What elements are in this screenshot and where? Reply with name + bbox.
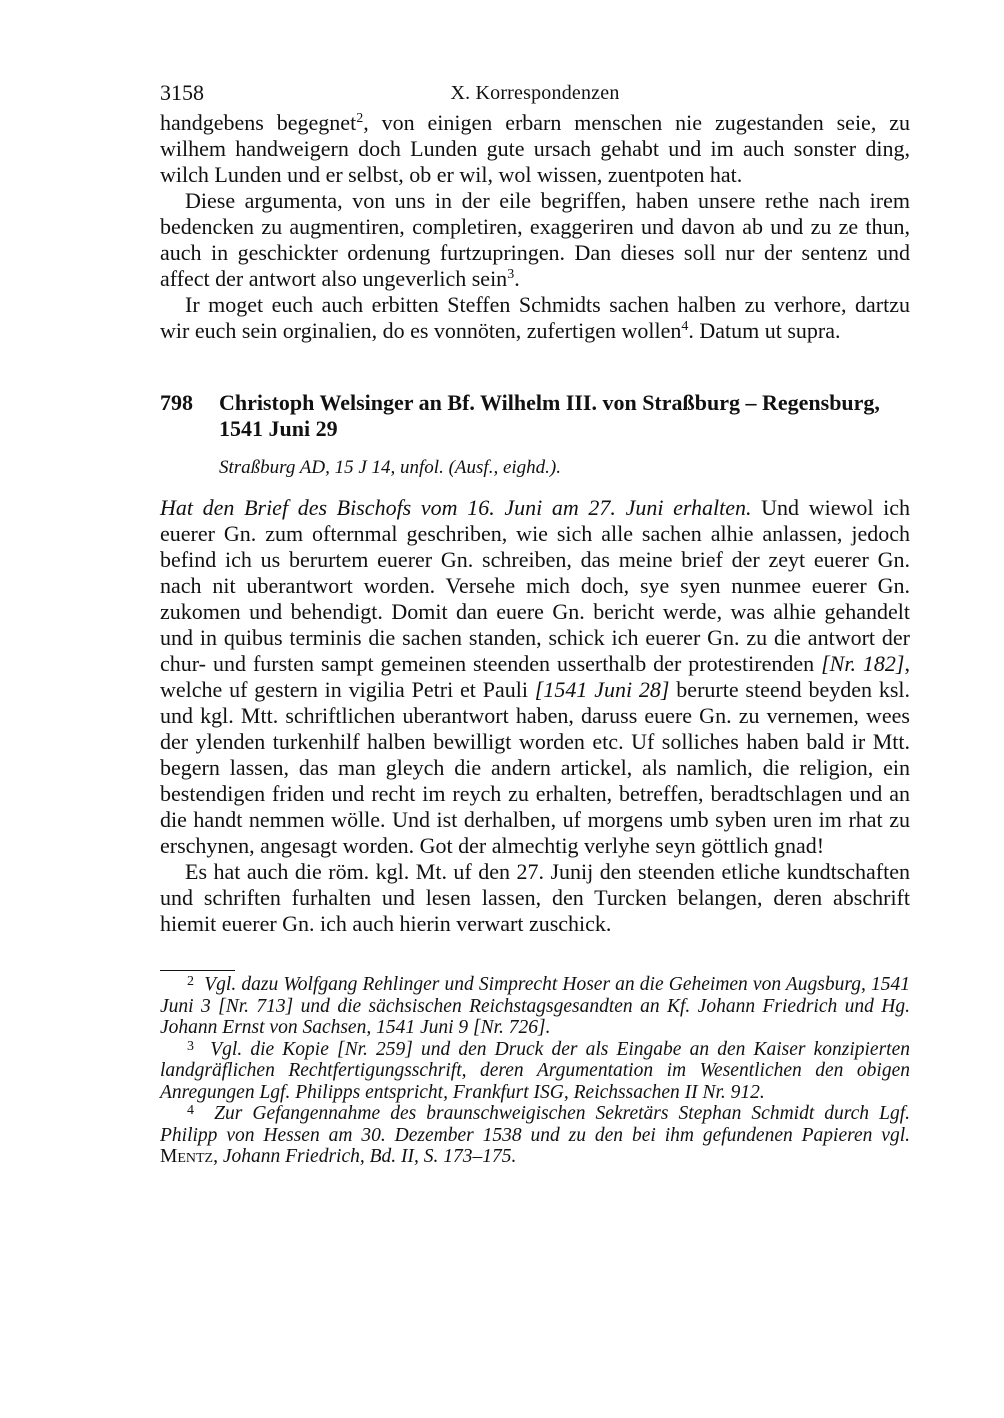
running-header <box>160 78 910 108</box>
paragraph-text: Diese argumenta, von uns in der eile begriffen, haben unsere rethe nach irem bedencken zu augmentiren, completiren, exaggeriren und davon ab und zu ze thun, auch in geschickter ordenung furtzupringen. Dan dieses soll nur der sentenz und affect der antwort also ungeverlich sein <box>160 188 910 291</box>
footnote-divider <box>160 970 235 971</box>
paragraph-text: Und wiewol ich euerer Gn. zum ofternmal geschriben, wie sich alle sachen alhie anlassen, jedoch befind ich us berurtem euerer Gn. schreiben, das meine brief der zeyt euerer Gn. nach nit uberantwort worden. Versehe mich doch, sye syen nunmee euerer Gn. zukomen und behendigt. Domit dan euere Gn. bericht werde, was alhie gehandelt und in quibus terminis die sachen standen, schick ich euerer Gn. zu die antwort der chur- und fursten sampt gemeinen steenden usserthalb der protestirenden <box>160 495 911 676</box>
footnote-text: Vgl. dazu Wolfgang Rehlinger und Simprecht Hoser an die Geheimen von Augsburg, 1541 Juni 3 [Nr. 713] und die sächsischen Reichstagsgesandten an Kf. Johann Friedrich und Hg. Johann Ernst von Sachsen, 1541 Juni 9 [Nr. 726]. <box>160 974 910 1038</box>
document-heading <box>160 390 910 442</box>
paragraph <box>160 110 910 188</box>
footnote-author: Mentz <box>160 1146 214 1167</box>
paragraph-text: Ir moget euch auch erbitten Steffen Schmidts sachen halben zu verhore, dartzu wir euch sein orginalien, do es vonnöten, zufertigen wollen <box>160 292 910 343</box>
document-number: 798 <box>160 390 193 415</box>
cross-reference[interactable]: [Nr. 182] <box>821 651 905 676</box>
paragraph-text: . Datum ut supra. <box>688 318 841 343</box>
paragraph <box>160 292 910 344</box>
footnote <box>160 1103 910 1168</box>
paragraph-text: , von einigen erbarn menschen nie zugestanden seie, zu wilhem handweigern doch Lunden gute ursach gehabt und im auch sonster ding, wilch Lunden und er selbst, ob er wil, wol wissen, zuentpoten hat. <box>160 110 911 187</box>
footnote-text: Vgl. die Kopie [Nr. 259] und den Druck der als Eingabe an den Kaiser konzipierten landgräflichen Rechtfertigungsschrift, deren Argumentation im Wesentlichen den obigen Anregungen Lgf. Philipps entspricht, Frankfurt ISG, Reichssachen II Nr. 912. <box>160 1038 910 1103</box>
document-page <box>160 78 910 1168</box>
date-annotation: [1541 Juni 28] <box>534 677 670 702</box>
archival-source: Straßburg AD, 15 J 14, unfol. (Ausf., eighd.). <box>219 457 561 478</box>
running-title: X. Korrespondenzen <box>450 82 620 104</box>
footnote-number: 2 <box>187 974 194 989</box>
footnote-ref[interactable]: 3 <box>507 267 515 282</box>
paragraph-text: . <box>514 266 520 291</box>
footnote <box>160 1039 910 1104</box>
footnote-number: 3 <box>187 1038 194 1054</box>
paragraph-text: Es hat auch die röm. kgl. Mt. uf den 27. Junij den steenden etliche kundtschaften und schriften furhalten und lesen lassen, den Turcken belangen, deren abschrift hiemit euerer Gn. ich auch hierin verwart zuschick. <box>160 859 910 936</box>
footnote-number: 4 <box>187 1103 194 1118</box>
paragraph-text: , welche uf gestern in vigilia Petri et Pauli <box>160 651 910 702</box>
footnote-text: Zur Gefangennahme des braunschweigischen Sekretärs Stephan Schmidt durch Lgf. Philipp von Hessen am 30. Dezember 1538 und zu den bei ihm gefundenen Papieren vgl. <box>160 1103 911 1146</box>
continuation-text <box>160 110 910 344</box>
footnote <box>160 974 910 1039</box>
paragraph <box>160 188 910 292</box>
letter-text <box>160 495 910 937</box>
regest-text: Hat den Brief des Bischofs vom 16. Juni am 27. Juni erhalten. <box>160 495 752 520</box>
paragraph <box>160 859 910 937</box>
document-title: Christoph Welsinger an Bf. Wilhelm III. von Straßburg – Regensburg, 1541 Juni 29 <box>219 390 880 441</box>
footnote-ref[interactable]: 2 <box>356 111 364 126</box>
paragraph-text: berurte steend beyden ksl. und kgl. Mtt. schriftlichen uberantwort haben, daruss euere Gn. zu vernemen, wees der ylenden turkenhilf halben bewilligt worden etc. Uf solliches haben bald ir Mtt. begern lassen, das man gleych die andern artickel, als namlich, die religion, ein bestendigen friden und recht im reych zu erhalten, betreffen, beradtschlagen und an die handt nemmen wölle. Und ist derhalben, uf morgens umb syben uren im rhat zu erschynen, angesagt worden. Got der almechtig verlyhe seyn göttlich gnad! <box>160 677 910 858</box>
footnotes <box>160 974 910 1168</box>
footnote-ref[interactable]: 4 <box>681 319 689 334</box>
paragraph <box>160 495 910 859</box>
footnote-text: , Johann Friedrich, Bd. II, S. 173–175. <box>213 1146 517 1167</box>
page-number: 3158 <box>160 80 204 105</box>
paragraph-text: handgebens begegnet <box>160 110 357 135</box>
